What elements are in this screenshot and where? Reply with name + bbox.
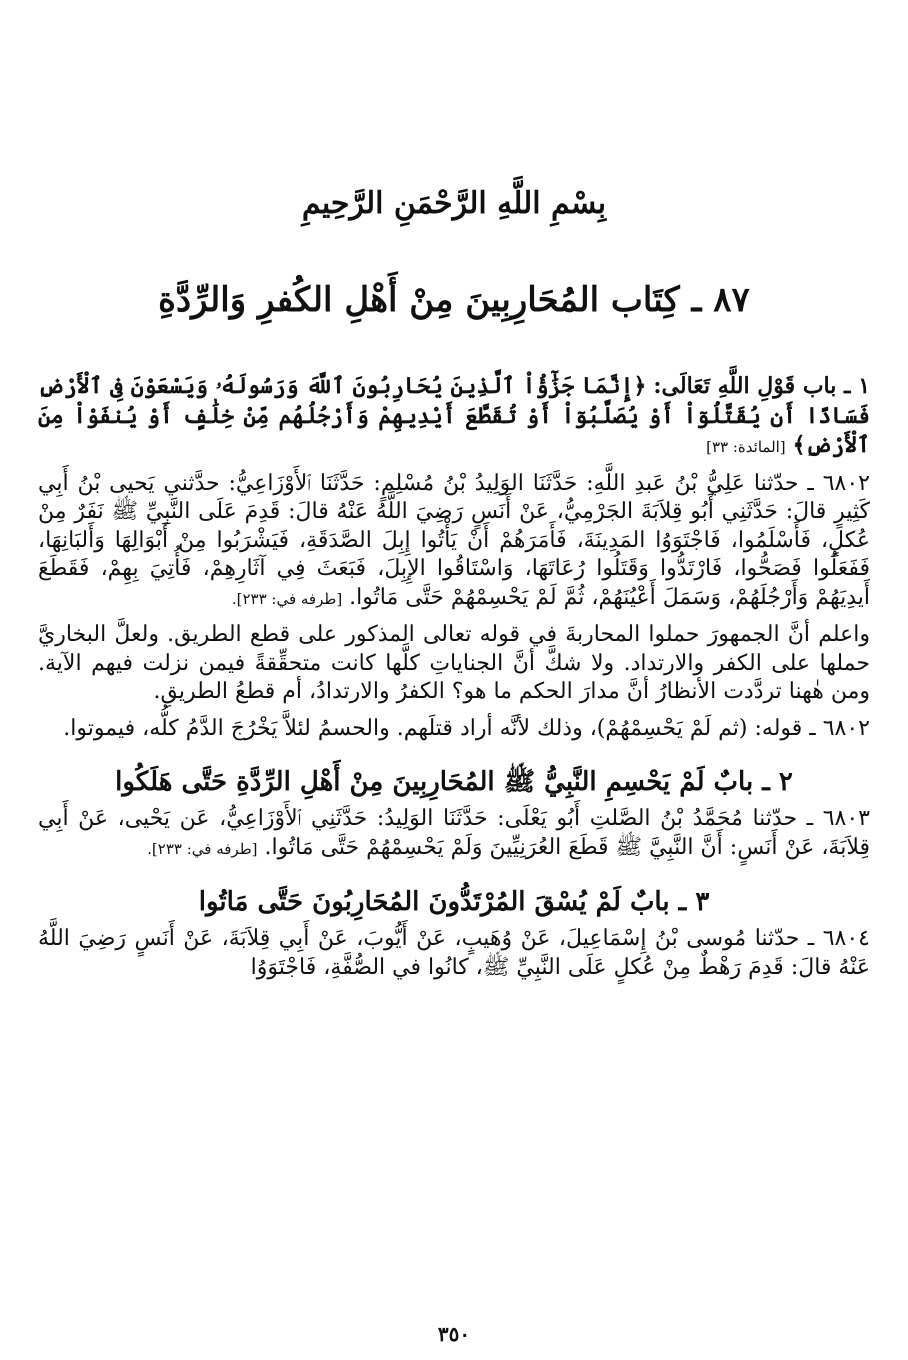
hadith-6803 — [38, 805, 870, 863]
hadith-6802 — [38, 470, 870, 614]
verse-reference: [المائدة: ٣٣] — [706, 438, 786, 456]
basmala: بِسْمِ اللَّهِ الرَّحْمَنِ الرَّحِيمِ — [301, 186, 607, 221]
book-title: ٨٧ ـ كِتَاب المُحَارِبِينَ مِنْ أَهْلِ الكُفرِ وَالرِّدَّةِ — [158, 280, 750, 320]
hadith-6802-text: ٦٨٠٢ ـ حدّثنا عَلِيُّ بْنُ عَبدِ اللَّهِ: حَدَّثَنَا الوَلِيدُ بْنُ مُسْلِمٍ: حَدَّثَنَا ٱلأَوْزَاعِيُّ: حدَّثني يَحيى بْنُ أَبِي كَثِيرٍ قالَ: حَدَّثَنِي أَبُو قِلاَبَةَ الجَرْمِيُّ، عَنْ أَنَسٍ رَضِيَ اللَّهُ عَنْهُ قالَ: قَدِمَ عَلَى النَّبِيِّ ﷺ نَفَرٌ مِنْ عُكلٍ، فَأَسْلَمُوا، فَاجْتَوَوُا المَدِينَةَ، فَأَمَرَهُمْ أَنْ يَأْتُوا إِبِلَ الصَّدَقَةِ، فَيَشْرَبُوا مِنْ أَبْوَالِهَا وَأَلبَانِهَا، فَفَعَلُوا فَصَحُّوا، فَارْتَدُّوا وَقَتَلُوا رُعَاتَهَا، وَاسْتَاقُوا الإِبِلَ، فَبَعَثَ فِي آثَارِهِمْ، فَأُتِيَ بِهِمْ، فَقَطَعَ أَيدِيَهُمْ وَأَرْجُلَهُمْ، وَسَمَلَ أَعْيُنَهُمْ، ثُمَّ لَمْ يَحْسِمْهُمْ حَتَّى مَاتُوا. — [38, 470, 870, 610]
hadith-6802-reference: [طرفه في: ٢٣٣]. — [231, 589, 343, 608]
hadith-6803-text: ٦٨٠٣ ـ حدّثنا مُحَمَّدُ بْنُ الصَّلتِ أَبُو يَعْلَى: حَدَّثَنَا الوَلِيدُ: حَدَّثَنِي ٱلأَوْزَاعِيُّ، عَن يَحْيى، عَنْ أَبِي قِلاَبَةَ، عَنْ أَنَسٍ: أَنَّ النَّبِيَّ ﷺ قَطَعَ العُرَنِيِّينَ وَلَمْ يَحْسِمْهُمْ حَتَّى مَاتُوا. — [38, 806, 870, 860]
quran-verse: ﴿إِنَّمَا جَزَٰٓؤُاْ ٱلَّذِينَ يُحَارِبُونَ ٱللَّهَ وَرَسُولَهُۥ وَيَسْعَوْنَ فِى ٱلْأَرْضِ فَسَادًا أَن يُقَتَّلُوٓاْ أَوْ يُصَلَّبُوٓاْ أَوْ تُقَطَّعَ أَيْدِيهِمْ وَأَرْجُلُهُم مِّنْ خِلَٰفٍ أَوْ يُنفَوْاْ مِنَ ٱلْأَرْضِ﴾ — [38, 373, 870, 458]
page-body — [38, 372, 870, 982]
bab3-heading: ٣ ـ بابٌ لَمْ يُسْقَ المُرْتَدُّونَ المُحَارِبُونَ حَتَّى مَاتُوا — [198, 887, 710, 917]
bab1-paragraph — [38, 372, 870, 462]
hadith-6803-reference: [طرفه في: ٢٣٣]. — [147, 839, 258, 858]
bab2-heading: ٢ ـ بابٌ لَمْ يَحْسِمِ النَّبِيُّ ﷺ المُحَارِبِينَ مِنْ أَهْلِ الرِّدَّةِ حَتَّى هَلَكُوا — [115, 767, 793, 797]
bab1-heading: ١ ـ باب قَوْلِ اللَّهِ تَعَالَى: — [653, 373, 871, 399]
hadith-6804: ٦٨٠٤ ـ حدّثنا مُوسى بْنُ إِسْمَاعِيلَ، عَنْ وُهَيبٍ، عَنْ أَيُّوبَ، عَنْ أَبِي قِلاَبَةَ، عَنْ أَنَسٍ رَضِيَ اللَّهُ عَنْهُ قالَ: قَدِمَ رَهْطٌ مِنْ عُكلٍ عَلَى النَّبِيِّ ﷺ، كانُوا في الصُّفَّةِ، فَاجْتَوَوُا — [38, 926, 870, 980]
page-number: ٣٥٠ — [437, 1322, 471, 1346]
note-6802: ٦٨٠٢ ـ قوله: (ثم لَمْ يَحْسِمْهُمْ)، وذلك لأنَّه أراد قتلَهم. والحسمُ لئلاَّ يَخْرُجَ الدَّمُ كلُّه، فيموتوا. — [63, 715, 870, 741]
commentary-paragraph: واعلم أنَّ الجمهورَ حملوا المحاربةَ في قوله تعالى المذكور على قطع الطريق. ولعلَّ البخاريَّ حملها على الكفر والارتداد. ولا شكَّ أنَّ الجناياتِ كلَّها كانت متحقِّقةً فيمن نزلت فيهم الآية. ومن هٰهنا تردَّدت الأنظارُ أنَّ مدارَ الحكم ما هو؟ الكفرُ والارتدادُ، أم قطعُ الطريقِ. — [38, 622, 870, 704]
